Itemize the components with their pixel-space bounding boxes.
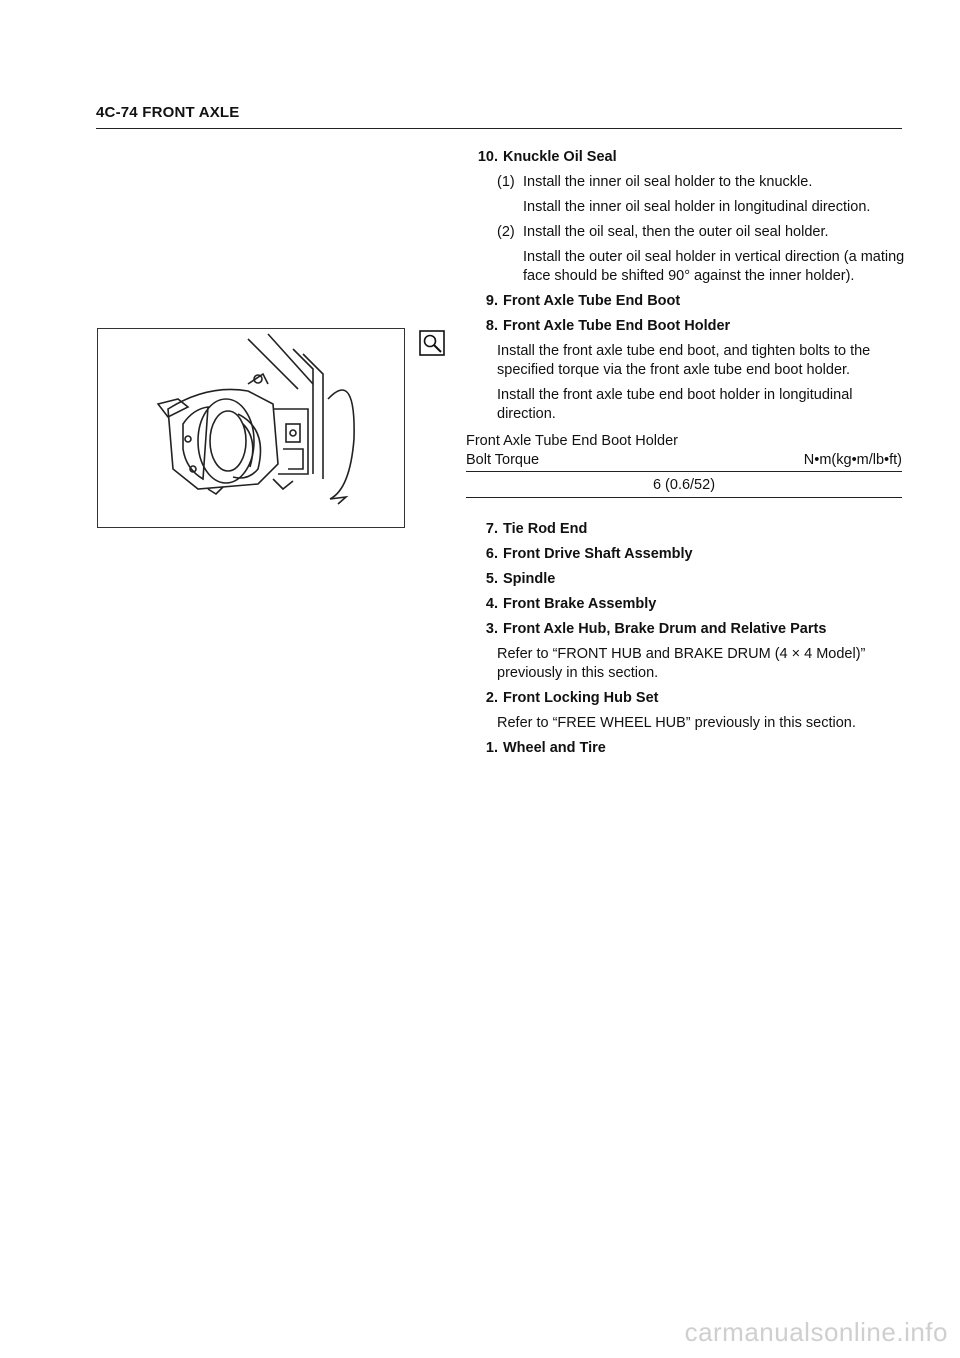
torque-label-line2: Bolt Torque	[466, 452, 540, 468]
step-2-note: Refer to “FREE WHEEL HUB” previously in this section.	[497, 715, 856, 731]
step-5: 5. Spindle	[485, 571, 556, 587]
watermark-text: carmanualsonline.info	[684, 1317, 948, 1347]
step-8-note-1: Install the front axle tube end boot, and tighten bolts to the specified torque via the front axle tube end boot holder.	[497, 343, 871, 378]
step-1: 1. Wheel and Tire	[485, 740, 606, 756]
step-10-2-note: Install the outer oil seal holder in vertical direction (a mating face should be shifted 90° against the inner holder).	[523, 249, 905, 284]
torque-header-row	[466, 451, 902, 472]
procedure-column	[466, 148, 906, 764]
step-6: 6. Front Drive Shaft Assembly	[485, 546, 693, 562]
header-rule	[96, 128, 902, 129]
magnifier-icon	[419, 330, 445, 356]
torque-table	[466, 432, 902, 498]
step-10-1-note: Install the inner oil seal holder in longitudinal direction.	[523, 199, 871, 215]
step-8: 8. Front Axle Tube End Boot Holder	[485, 318, 731, 334]
step-4: 4. Front Brake Assembly	[485, 596, 657, 612]
step-2: 2. Front Locking Hub Set	[485, 690, 659, 706]
step-3-note: Refer to “FRONT HUB and BRAKE DRUM (4 × 4 Model)” previously in this section.	[497, 646, 866, 681]
step-3: 3. Front Axle Hub, Brake Drum and Relative Parts	[485, 621, 827, 637]
step-10-2: (2) Install the oil seal, then the outer oil seal holder.	[497, 224, 829, 240]
torque-value: 6 (0.6/52)	[466, 472, 902, 498]
step-7: 7. Tie Rod End	[485, 521, 588, 537]
axle-illustration	[97, 328, 405, 528]
step-8-note-2: Install the front axle tube end boot holder in longitudinal direction.	[497, 387, 853, 422]
torque-label-line1: Front Axle Tube End Boot Holder	[466, 433, 678, 449]
step-10-1: (1) Install the inner oil seal holder to the knuckle.	[497, 174, 813, 190]
torque-unit: N•m(kg•m/lb•ft)	[803, 452, 902, 468]
page-title: 4C-74 FRONT AXLE	[96, 104, 240, 121]
step-10: 10. Knuckle Oil Seal	[477, 149, 617, 165]
knuckle-drawing	[98, 329, 404, 527]
step-9: 9. Front Axle Tube End Boot	[485, 293, 681, 309]
